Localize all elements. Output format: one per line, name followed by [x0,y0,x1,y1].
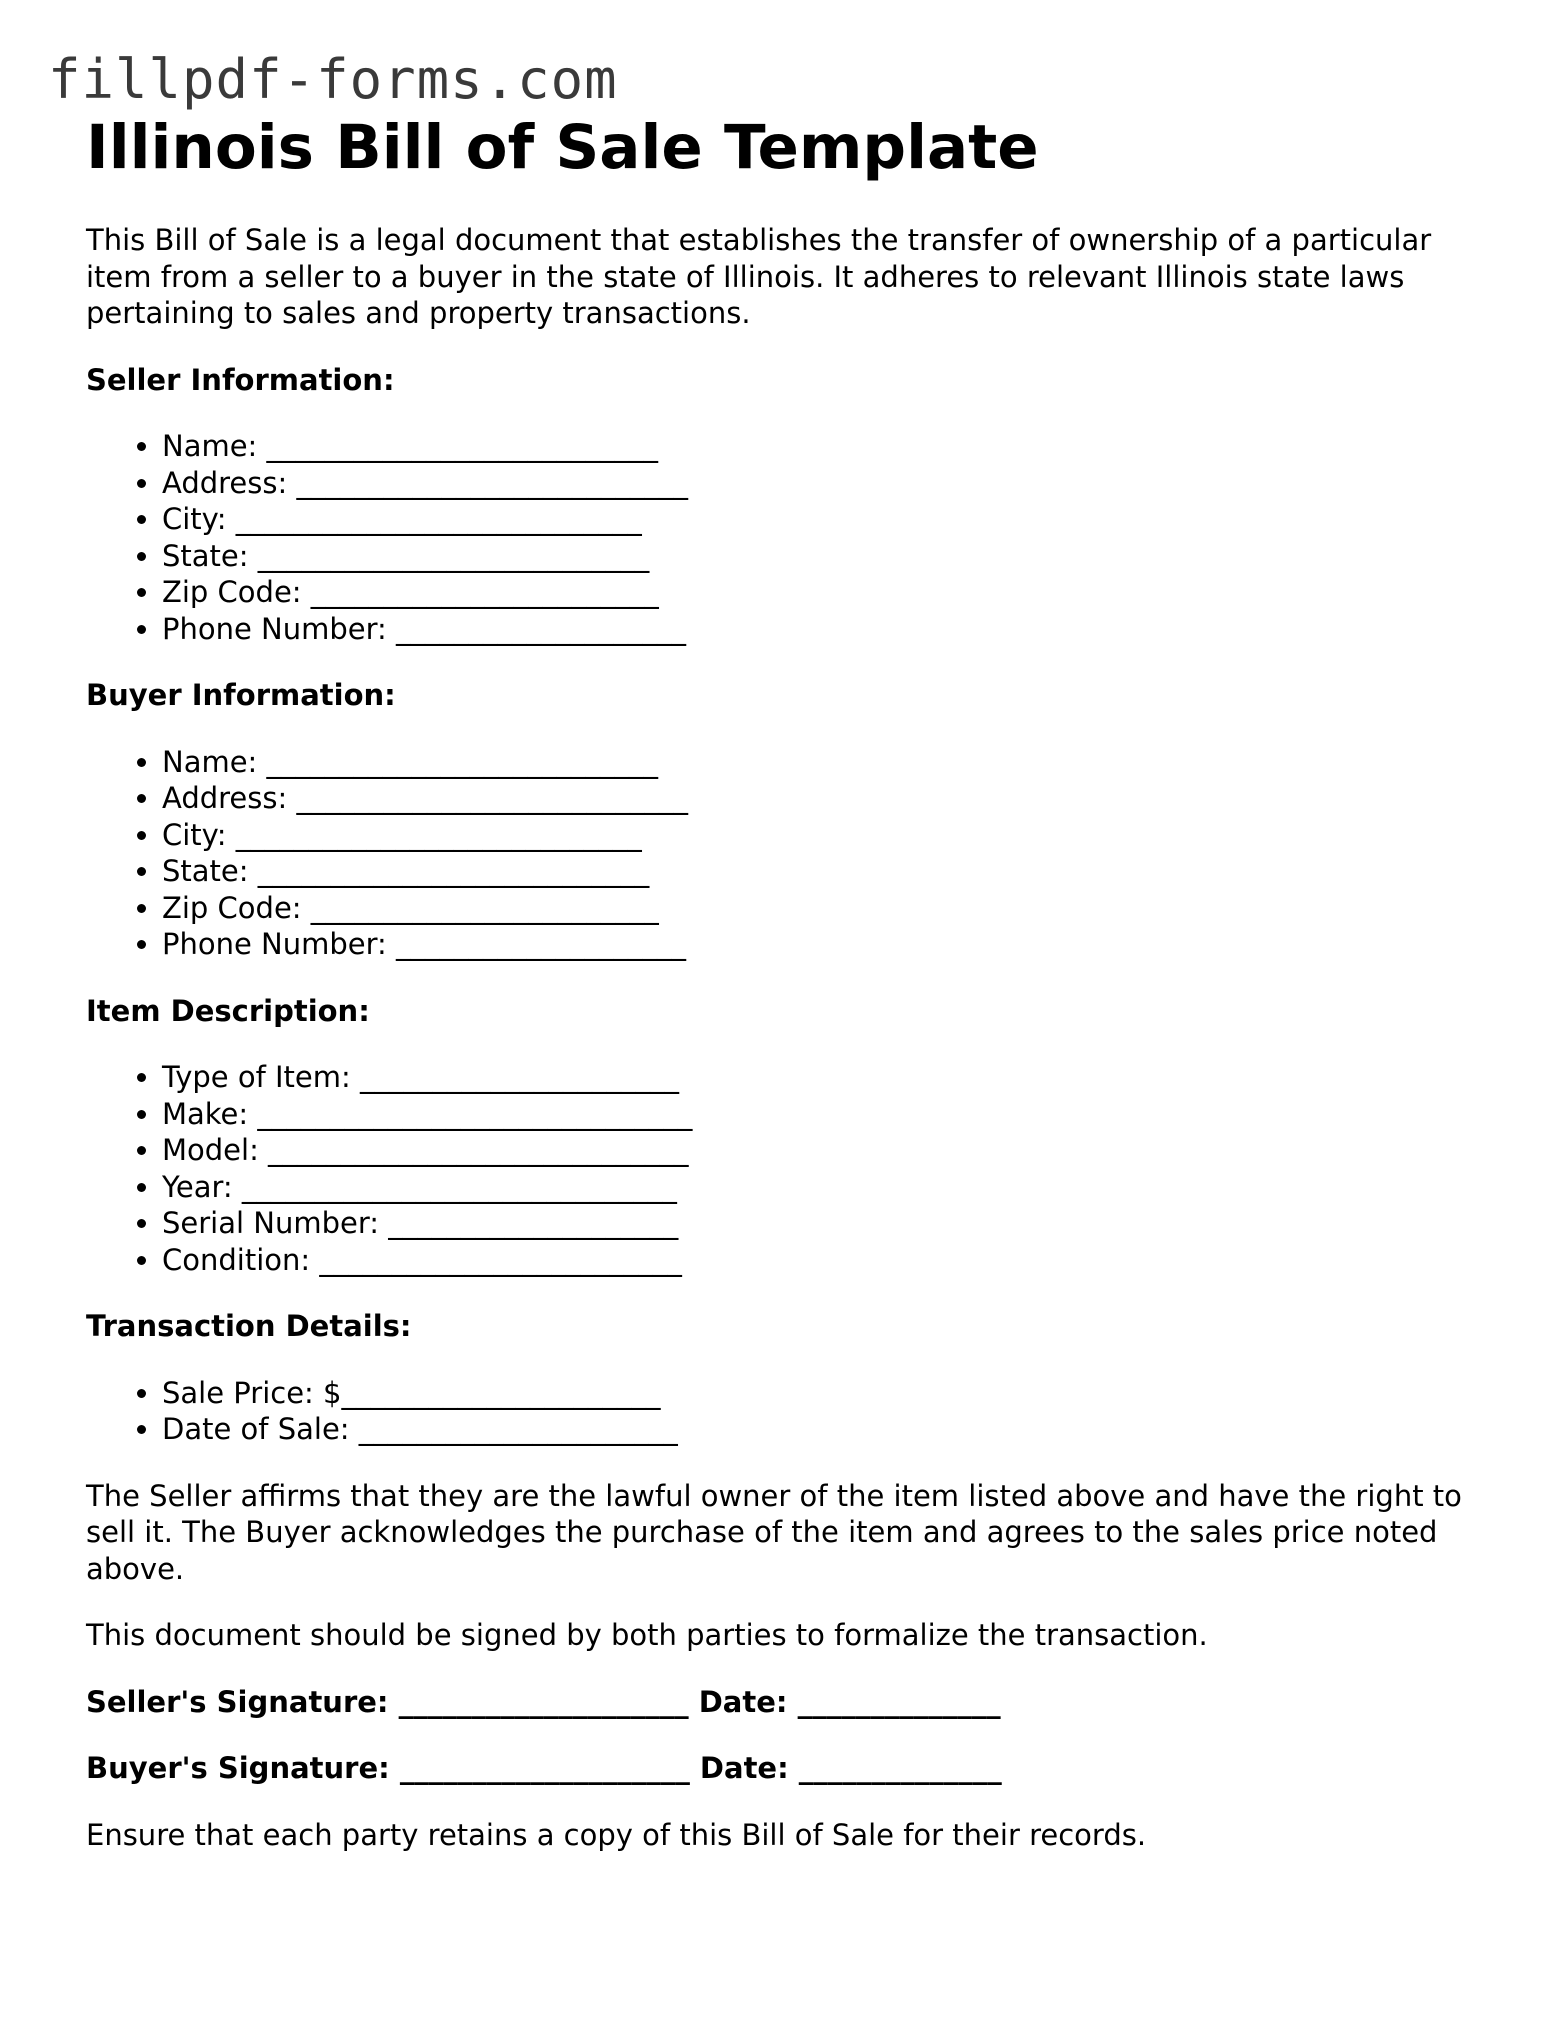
transaction-section-heading: Transaction Details: [86,1309,412,1343]
seller-signature-line: Seller's Signature: ____________________ Date: ______________ [86,1684,1001,1719]
item-section-heading: Item Description: [86,993,370,1028]
buyer-address-field: • Address: ___________________________ [162,780,1486,817]
seller-zip-field: • Zip Code: ________________________ [162,574,1486,611]
seller-state-field: • State: ___________________________ [162,538,1486,575]
sale-date-field: • Date of Sale: ______________________ [162,1411,1486,1448]
item-field-list [86,1059,1486,1278]
sale-price-field: • Sale Price: $______________________ [162,1375,1486,1412]
buyer-signature-line: Buyer's Signature: ____________________ Date: ______________ [86,1751,1002,1785]
item-model-field: • Model: _____________________________ [162,1132,1486,1169]
signing-note: This document should be signed by both parties to formalize the transaction. [86,1618,1208,1652]
intro-paragraph: This Bill of Sale is a legal document that establishes the transfer of ownership of a particular item from a seller to a buyer in the state of Illinois. It adheres to relevant Illinois state laws pertaining to sales and property transactions. [86,223,1432,330]
buyer-field-list [86,744,1486,963]
buyer-name-field: • Name: ___________________________ [162,744,1486,781]
item-year-field: • Year: ______________________________ [162,1169,1486,1206]
buyer-phone-field: • Phone Number: ____________________ [162,926,1486,963]
seller-section-heading: Seller Information: [86,362,395,397]
affirmation-paragraph: The Seller affirms that they are the lawful owner of the item listed above and have the right to sell it. The Buyer acknowledges the purchase of the item and agrees to the sales price noted above. [86,1478,1462,1586]
item-condition-field: • Condition: _________________________ [162,1242,1486,1279]
watermark: fillpdf-forms.com [48,48,618,111]
seller-phone-field: • Phone Number: ____________________ [162,611,1486,648]
page-title: Illinois Bill of Sale Template [86,112,1039,183]
item-type-field: • Type of Item: ______________________ [162,1059,1486,1096]
document-body [86,108,1486,1853]
buyer-city-field: • City: ____________________________ [162,817,1486,854]
transaction-field-list [86,1375,1486,1448]
buyer-state-field: • State: ___________________________ [162,853,1486,890]
closing-note: Ensure that each party retains a copy of this Bill of Sale for their records. [86,1817,1147,1852]
item-serial-field: • Serial Number: ____________________ [162,1205,1486,1242]
buyer-section-heading: Buyer Information: [86,678,396,712]
seller-address-field: • Address: ___________________________ [162,465,1486,502]
item-make-field: • Make: ______________________________ [162,1096,1486,1133]
seller-city-field: • City: ____________________________ [162,501,1486,538]
seller-field-list [86,428,1486,647]
buyer-zip-field: • Zip Code: ________________________ [162,890,1486,927]
seller-name-field: • Name: ___________________________ [162,428,1486,465]
